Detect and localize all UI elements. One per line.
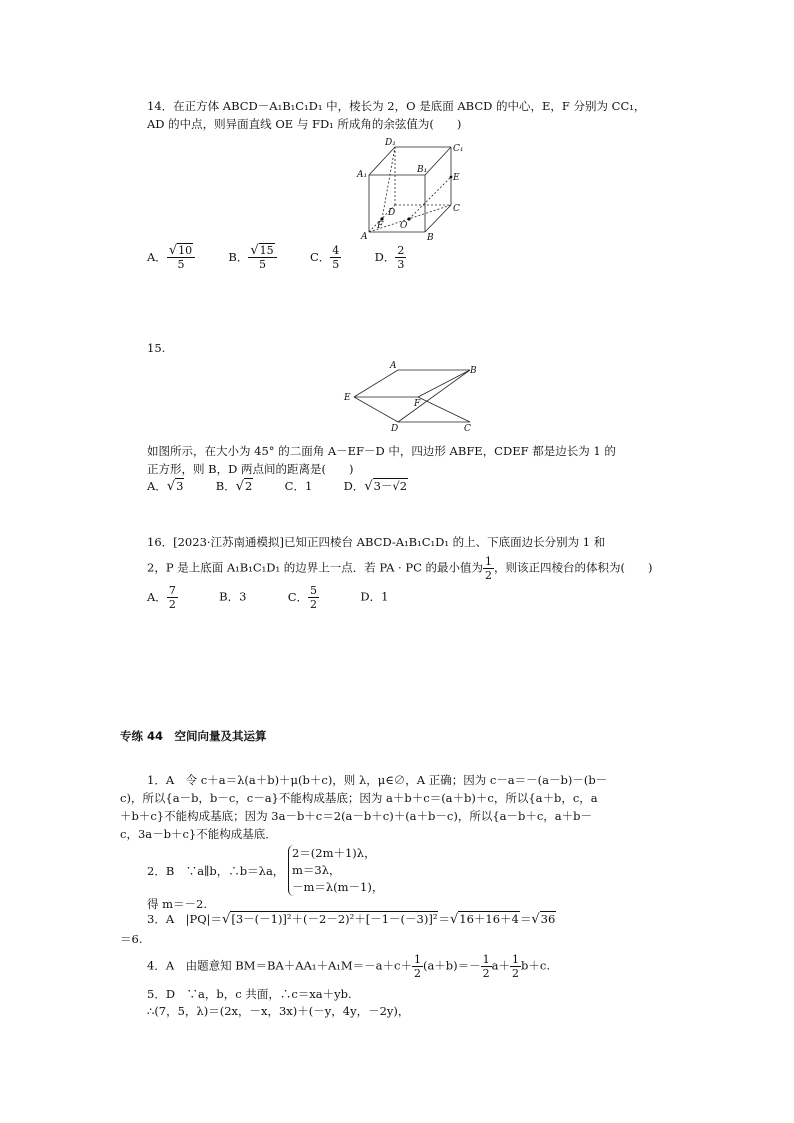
q16-line2: 2，P 是上底面 A₁B₁C₁D₁ 的边界上一点．若 PA · PC 的最小值为 $\frac{1}{2}$ ，则该正四棱台的体积为( ) (147, 555, 653, 582)
q14-option-d[interactable]: D． $\frac{2}{3}$ (374, 244, 405, 271)
label-E: E (453, 173, 460, 183)
q16-line1: 16．[2023·江苏南通模拟]已知正四棱台 ABCD-A₁B₁C₁D₁ 的上、下底面边长分别为 1 和 (147, 535, 606, 549)
q15-dihedral-figure (340, 358, 480, 433)
section-title: 专练 44 空间向量及其运算 (120, 729, 267, 743)
label-F: F (414, 399, 421, 409)
q14-cube-figure (355, 135, 470, 245)
answer-2: 2．B ∵a∥b，∴b＝λa， 2＝(2m＋1)λ， m＝3λ， －m＝λ(m－1)， (147, 846, 384, 894)
q15-option-a[interactable]: A．√3 (147, 479, 184, 494)
label-D1: D₁ (385, 138, 396, 148)
q15-option-c[interactable]: C．1 (284, 479, 313, 493)
answer-1-line1: 1．A 令 c＋a＝λ(a＋b)＋μ(b＋c)，则 λ，μ∈∅，A 正确；因为 c－a＝－(a－b)－(b－ (147, 773, 608, 787)
q14-option-c[interactable]: C． $\frac{4}{5}$ (309, 244, 340, 271)
answer-1-line2: c)，所以{a－b，b－c，c－a}不能构成基底；因为 a＋b＋c＝(a＋b)＋c，所以{a＋b，c，a (120, 791, 598, 805)
label-A1: A₁ (357, 170, 368, 180)
q15-line2: 正方形，则 B，D 两点间的距离是( ) (147, 462, 354, 476)
q15-option-b[interactable]: B．√2 (215, 479, 253, 494)
q14-option-b[interactable]: B． $\frac{√15}{5}$ (228, 250, 280, 264)
q16-options (147, 584, 388, 611)
answer-3: 3．A |PQ|＝√[3－(－1)]²＋(－2－2)²＋[－1－(－3)]²＝√16＋16＋4＝√36 (147, 912, 556, 927)
q16-option-c[interactable]: C． $\frac{5}{2}$ (287, 584, 318, 611)
q15-line1: 如图所示，在大小为 45° 的二面角 A－EF－D 中，四边形 ABFE，CDEF 都是边长为 1 的 (147, 444, 616, 458)
q16-option-b[interactable]: B．3 (219, 589, 247, 604)
label-O: O (400, 221, 408, 231)
q14-line1: 14．在正方体 ABCD－A₁B₁C₁D₁ 中，棱长为 2，O 是底面 ABCD 的中心，E，F 分别为 CC₁， (147, 99, 646, 113)
label-B: B (427, 233, 434, 243)
label-B: B (470, 366, 477, 376)
q16-option-d[interactable]: D．1 (360, 589, 389, 604)
label-F: F (377, 221, 384, 231)
answer-5-line2: ∴(7，5，λ)＝(2x，－x，3x)＋(－y，4y，－2y)， (147, 1004, 410, 1018)
label-C: C (464, 424, 471, 433)
answer-1-line3: ＋b＋c}不能构成基底；因为 3a－b＋c＝2(a－b＋c)＋(a＋b－c)，所以{a－b＋c，a＋b－ (120, 809, 593, 823)
label-E: E (344, 393, 351, 403)
label-D: D (391, 424, 399, 433)
q14-options (147, 244, 406, 271)
q14-line2: AD 的中点，则异面直线 OE 与 FD₁ 所成角的余弦值为( ) (147, 117, 462, 131)
answer-3-line2: ＝6. (120, 932, 143, 946)
label-D: D (388, 208, 396, 218)
label-A: A (361, 232, 368, 242)
q14-option-a[interactable]: A． $\frac{√10}{5}$ (147, 250, 199, 264)
label-C1: C₁ (453, 144, 464, 154)
answer-5-line1: 5．D ∵a，b，c 共面，∴c＝xa＋yb. (147, 987, 352, 1001)
answer-2-system: 2＝(2m＋1)λ， m＝3λ， －m＝λ(m－1)， (288, 845, 383, 896)
answer-4: 4．A 由题意知 BM＝BA＋AA₁＋A₁M＝－a＋c＋ $\frac{1}{2}$ (a＋b)＝－ $\frac{1}{2}$ a＋ $\frac{1}{2}$ b＋c. (147, 953, 550, 980)
label-B1: B₁ (417, 165, 428, 175)
label-C: C (453, 204, 460, 214)
answer-2-result: 得 m＝－2. (147, 897, 208, 911)
q15-option-d[interactable]: D．√3－√2 (343, 479, 408, 494)
answer-1-line4: c，3a－b＋c}不能构成基底． (120, 827, 277, 841)
q16-option-a[interactable]: A． $\frac{7}{2}$ (147, 584, 176, 611)
q15-options (147, 478, 408, 494)
label-A: A (390, 361, 397, 371)
q15-number: 15. (147, 341, 166, 355)
